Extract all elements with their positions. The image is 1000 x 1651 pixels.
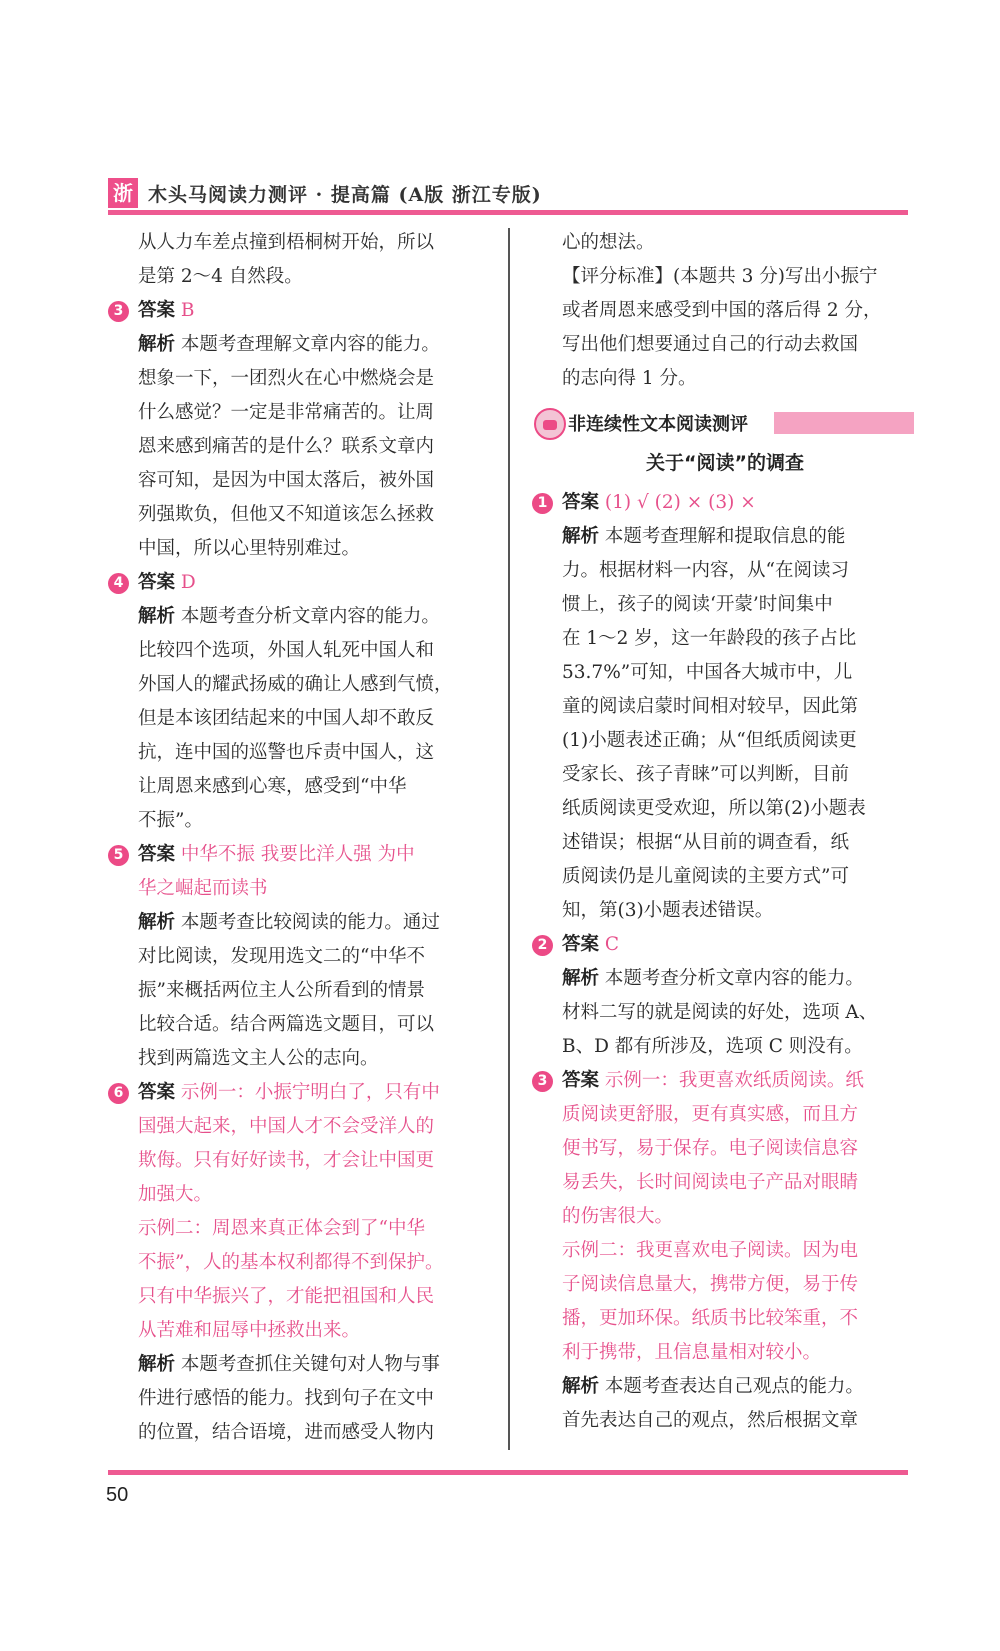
analysis-q3 — [118, 328, 488, 362]
analysis-line: 件进行感悟的能力。找到句子在文中 — [138, 1388, 435, 1409]
answer-label: 答案 — [562, 934, 600, 955]
answer-value: 示例一：我更喜欢纸质阅读。纸 — [604, 1070, 864, 1091]
analysis-line: 想象一下，一团烈火在心中燃烧会是 — [138, 368, 435, 389]
analysis-line: 在 1～2 岁，这一年龄段的孩子占比 — [562, 628, 857, 649]
analysis-line: 振”来概括两位主人公所看到的情景 — [138, 980, 425, 1001]
answer-line: 示例二：我更喜欢电子阅读。因为电 — [562, 1240, 859, 1261]
answer-line: 只有中华振兴了，才能把祖国和人民 — [138, 1286, 435, 1307]
analysis-label: 解析 — [138, 1354, 176, 1375]
answer-line: 从苦难和屈辱中拯救出来。 — [138, 1320, 361, 1341]
analysis-label: 解析 — [138, 912, 176, 933]
answer-label: 答案 — [138, 300, 176, 321]
analysis-line: 抗，连中国的巡警也斥责中国人，这 — [138, 742, 435, 763]
analysis-line: 纸质阅读更受欢迎，所以第(2)小题表 — [562, 798, 866, 819]
article-title: 关于“阅读”的调查 — [646, 452, 804, 474]
analysis-line: 材料二写的就是阅读的好处，选项 A、 — [562, 1002, 878, 1023]
question-number-badge: 6 — [108, 1083, 129, 1104]
analysis-line: 本题考查理解和提取信息的能 — [604, 526, 846, 547]
analysis-line: 质阅读仍是儿童阅读的主要方式”可 — [562, 866, 849, 887]
continued-line: 心的想法。 — [562, 232, 655, 253]
analysis-q5 — [118, 906, 488, 940]
analysis-label: 解析 — [562, 1376, 600, 1397]
answer-line: 的伤害很大。 — [562, 1206, 674, 1227]
analysis-line: 让周恩来感到心寒，感受到“中华 — [138, 776, 407, 797]
analysis-line: 本题考查表达自己观点的能力。 — [604, 1376, 864, 1397]
analysis-line: 找到两篇选文主人公的志向。 — [138, 1048, 379, 1069]
analysis-line: 中国，所以心里特别难过。 — [138, 538, 361, 559]
answer-value: (1) √ (2) × (3) × — [604, 492, 756, 513]
answer-q3-right — [537, 1064, 908, 1098]
analysis-line: 恩来感到痛苦的是什么？联系文章内 — [138, 436, 435, 457]
answer-q2 — [537, 928, 908, 962]
analysis-line: 列强欺负，但他又不知道该怎么拯救 — [138, 504, 435, 525]
answer-q1 — [537, 486, 908, 520]
answer-line: 欺侮。只有好好读书，才会让中国更 — [138, 1150, 435, 1171]
answer-value: C — [604, 934, 620, 955]
intro-line: 是第 2～4 自然段。 — [138, 266, 303, 287]
analysis-q3-right — [542, 1370, 908, 1404]
analysis-label: 解析 — [138, 606, 176, 627]
question-number-badge: 3 — [108, 301, 129, 322]
analysis-line: 什么感觉？一定是非常痛苦的。让周 — [138, 402, 435, 423]
analysis-line: 本题考查理解文章内容的能力。 — [180, 334, 440, 355]
header-rule — [108, 210, 908, 215]
scoring-line: 或者周恩来感受到中国的落后得 2 分， — [562, 300, 882, 321]
answer-line: 利于携带，且信息量相对较小。 — [562, 1342, 822, 1363]
answer-line: 华之崛起而读书 — [138, 878, 268, 899]
footer-rule — [108, 1470, 908, 1475]
analysis-line: 惯上，孩子的阅读‘开蒙’时间集中 — [562, 594, 833, 615]
analysis-q1 — [542, 520, 908, 554]
answer-q5 — [113, 838, 488, 872]
analysis-label: 解析 — [562, 526, 600, 547]
analysis-line: 但是本该团结起来的中国人却不敢反 — [138, 708, 435, 729]
analysis-line: 童的阅读启蒙时间相对较早，因此第 — [562, 696, 859, 717]
question-number-badge: 4 — [108, 573, 129, 594]
answer-value: 中华不振 我要比洋人强 为中 — [180, 844, 415, 865]
analysis-line: 容可知，是因为中国太落后，被外国 — [138, 470, 435, 491]
analysis-line: 知，第(3)小题表述错误。 — [562, 900, 774, 921]
question-number-badge: 2 — [532, 935, 553, 956]
answer-value: B — [180, 300, 195, 321]
answer-value: D — [180, 572, 196, 593]
column-divider — [508, 228, 510, 1450]
scoring-line: 【评分标准】(本题共 3 分)写出小振宁 — [562, 266, 878, 287]
analysis-line: 比较四个选项，外国人轧死中国人和 — [138, 640, 435, 661]
analysis-q6 — [118, 1348, 488, 1382]
answer-q6 — [113, 1076, 488, 1110]
answer-value: 示例一：小振宁明白了，只有中 — [180, 1082, 440, 1103]
analysis-line: 述错误；根据“从目前的调查看，纸 — [562, 832, 849, 853]
question-number-badge: 3 — [532, 1071, 553, 1092]
analysis-line: 的位置，结合语境，进而感受人物内 — [138, 1422, 435, 1443]
scoring-line: 的志向得 1 分。 — [562, 368, 697, 389]
answer-q3 — [113, 294, 488, 328]
answer-line: 易丢失，长时间阅读电子产品对眼睛 — [562, 1172, 859, 1193]
answer-q4 — [113, 566, 488, 600]
question-number-badge: 5 — [108, 845, 129, 866]
answer-line: 子阅读信息量大，携带方便，易于传 — [562, 1274, 859, 1295]
intro-line: 从人力车差点撞到梧桐树开始，所以 — [138, 232, 435, 253]
right-column — [537, 226, 908, 1438]
answer-label: 答案 — [562, 492, 600, 513]
analysis-line: 53.7%”可知，中国各大城市中，儿 — [562, 662, 853, 683]
section-title-bar — [774, 412, 914, 434]
question-number-badge: 1 — [532, 493, 553, 514]
page-number: 50 — [106, 1484, 129, 1506]
analysis-label: 解析 — [562, 968, 600, 989]
analysis-line: 首先表达自己的观点，然后根据文章 — [562, 1410, 859, 1431]
sheep-mascot-icon — [534, 408, 566, 440]
answer-line: 加强大。 — [138, 1184, 213, 1205]
answer-label: 答案 — [562, 1070, 600, 1091]
analysis-label: 解析 — [138, 334, 176, 355]
page-header — [108, 178, 908, 214]
answer-label: 答案 — [138, 572, 176, 593]
answer-line: 不振”，人的基本权利都得不到保护。 — [138, 1252, 444, 1273]
answer-line: 国强大起来，中国人才不会受洋人的 — [138, 1116, 435, 1137]
analysis-line: 外国人的耀武扬威的确让人感到气愤， — [138, 674, 453, 695]
province-badge: 浙 — [108, 178, 138, 208]
analysis-line: 本题考查抓住关键句对人物与事 — [180, 1354, 440, 1375]
book-title: 木头马阅读力测评 · 提高篇 (A版 浙江专版) — [148, 184, 542, 206]
analysis-line: (1)小题表述正确；从“但纸质阅读更 — [562, 730, 857, 751]
answer-line: 质阅读更舒服，更有真实感，而且方 — [562, 1104, 859, 1125]
analysis-line: 比较合适。结合两篇选文题目，可以 — [138, 1014, 435, 1035]
section-title: 非连续性文本阅读测评 — [568, 414, 748, 435]
section-heading — [542, 406, 908, 442]
analysis-q4 — [118, 600, 488, 634]
left-column — [113, 226, 488, 1450]
answer-line: 播，更加环保。纸质书比较笨重，不 — [562, 1308, 859, 1329]
answer-line: 便书写，易于保存。电子阅读信息容 — [562, 1138, 859, 1159]
answer-line: 示例二：周恩来真正体会到了“中华 — [138, 1218, 425, 1239]
answer-label: 答案 — [138, 1082, 176, 1103]
analysis-line: 力。根据材料一内容，从“在阅读习 — [562, 560, 849, 581]
analysis-line: 不振”。 — [138, 810, 203, 831]
analysis-line: 受家长、孩子青睐”可以判断，目前 — [562, 764, 849, 785]
analysis-line: 本题考查分析文章内容的能力。 — [180, 606, 440, 627]
analysis-line: 本题考查比较阅读的能力。通过 — [180, 912, 440, 933]
analysis-line: 对比阅读，发现用选文二的“中华不 — [138, 946, 425, 967]
analysis-line: B、D 都有所涉及，选项 C 则没有。 — [562, 1036, 863, 1057]
analysis-line: 本题考查分析文章内容的能力。 — [604, 968, 864, 989]
analysis-q2 — [542, 962, 908, 996]
answer-label: 答案 — [138, 844, 176, 865]
scoring-line: 写出他们想要通过自己的行动去救国 — [562, 334, 859, 355]
